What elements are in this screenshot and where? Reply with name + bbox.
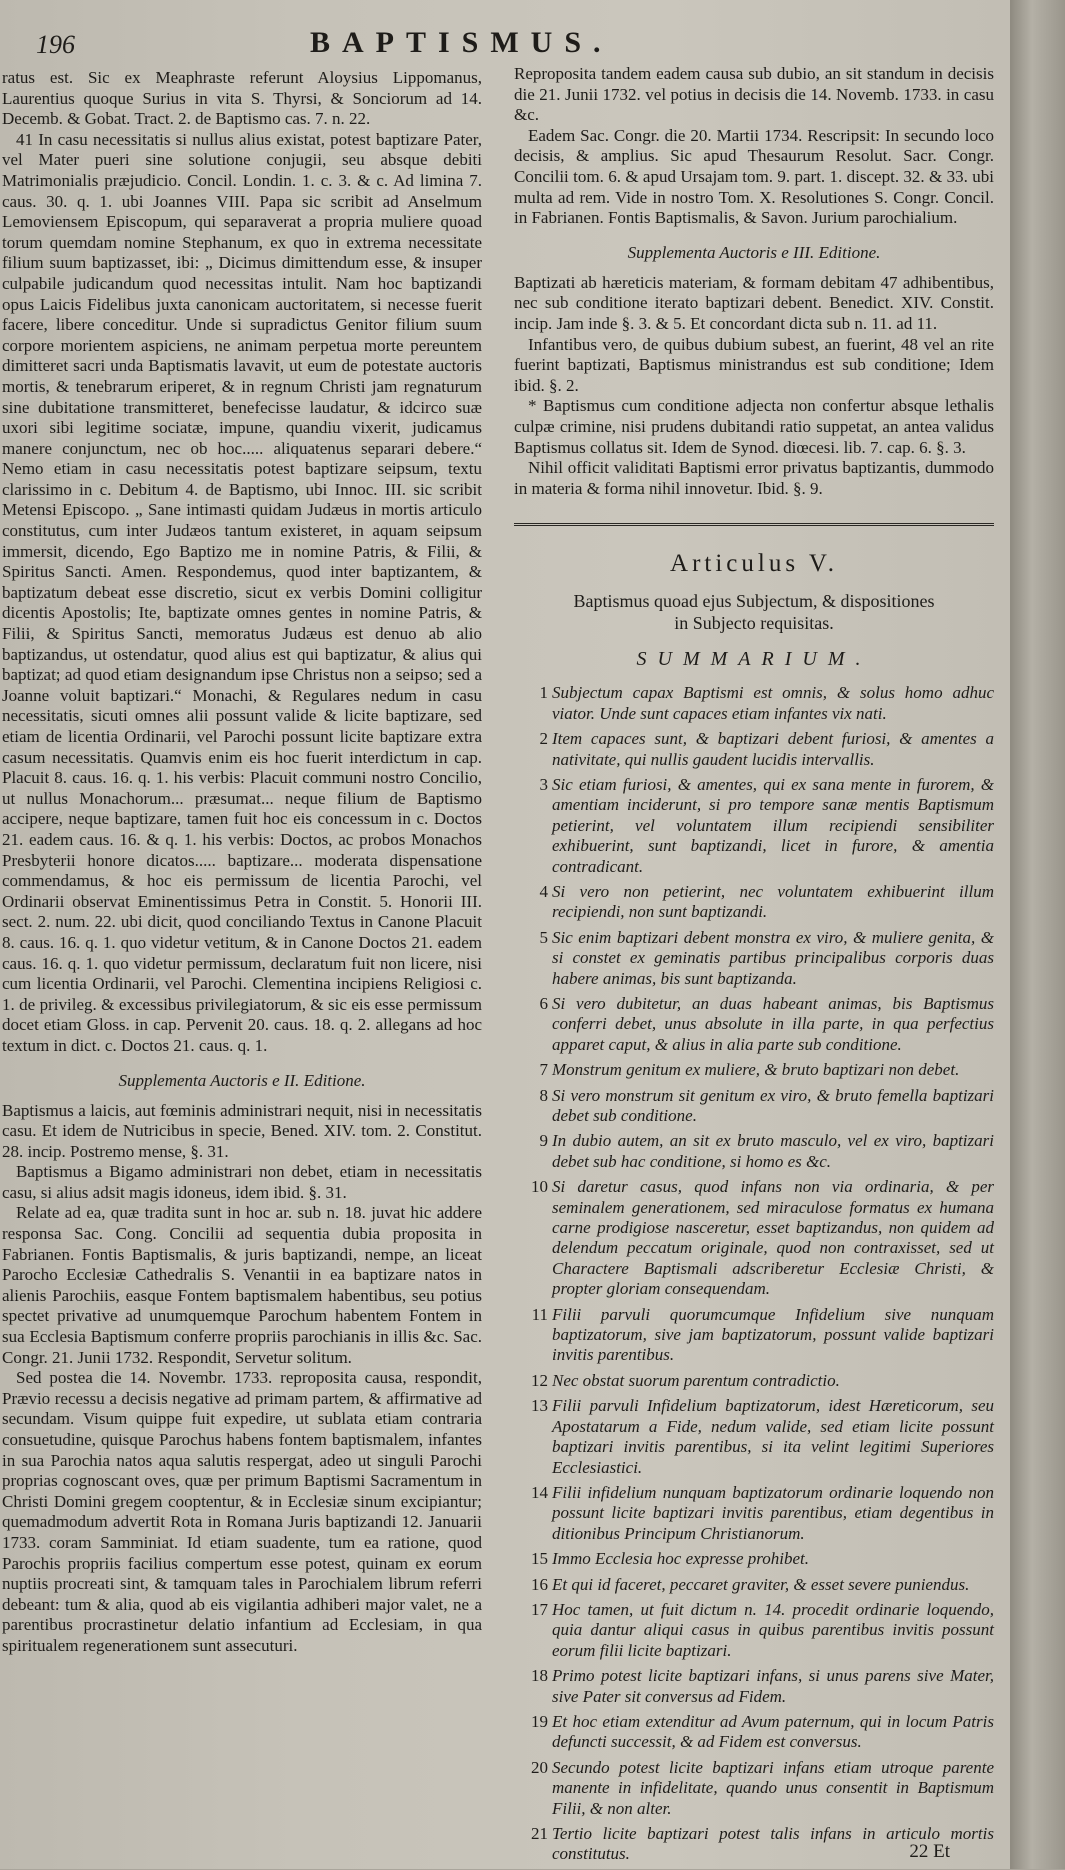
summary-item-text: Filii parvuli Infidelium baptizatorum, idest Hæreticorum, seu Apostatarum a Fide, nedum valide, sed etiam licite possunt baptizari invitis parentibus, si ita velint legitimi Superiores Ecclesiastici. [552,1396,994,1477]
summary-item [514,1371,994,1391]
summary-item-number: 15 [531,1549,548,1569]
summary-item-number: 7 [539,1060,548,1080]
summary-item-text: Tertio licite baptizari potest talis infans in articulo mortis constitutus. [552,1824,994,1864]
summary-item [514,1549,994,1569]
summary-item [514,928,994,989]
supplement-heading: Supplementa Auctoris e II. Editione. [118,1070,366,1090]
supplement-paragraph: Nihil officit validitati Baptismi error privatus baptizantis, dummodo in materia & forma nihil innovetur. Ibid. §. 9. [514,458,994,498]
summary-item [514,1060,994,1080]
summary-item-text: Subjectum capax Baptismi est omnis, & solus homo adhuc viator. Unde sunt capaces etiam infantes vix nati. [552,683,994,723]
summary-item-number: 13 [531,1396,548,1416]
summary-item-number: 11 [531,1304,548,1324]
summary-item-number: 2 [539,729,548,749]
summary-item-number: 9 [539,1131,548,1151]
summary-item-number: 5 [539,927,548,947]
next-page-edge [1010,0,1065,1869]
right-intro-paragraph: Reproposita tandem eadem causa sub dubio, an sit standum in decisis die 21. Junii 1732. vel potius in decisis die 14. Novemb. 1733. in casu &c. [514,64,994,125]
summary-item [514,1575,994,1595]
summary-item [514,1483,994,1544]
summary-item-text: Si vero monstrum sit genitum ex viro, & bruto femella baptizari debet sub conditione. [552,1085,994,1125]
summary-item-text: Si vero non petierint, nec voluntatem exhibuerint illum recipiendi, non sunt baptizandi. [552,881,994,922]
left-column [2,68,482,1657]
summary-item-text: Sic etiam furiosi, & amentes, qui ex sana mente in furorem, & amentiam inciderunt, si pro tempore sanæ mentis Baptismum petierint, vel voluntatem illum recipiendi sensibiliter exhibuerint, sunt baptizandi, licet in furore, & amentia contradicant. [552,774,994,876]
catchword: 22 Et [909,1841,950,1862]
supplement-paragraph: Baptizati ab hæreticis materiam, & formam debitam 47 adhibentibus, nec sub conditione iterato baptizari debent. Benedict. XIV. Constit. incip. Jam inde §. 3. & 5. Et concordant dicta sub n. 11. ad 11. [514,272,994,333]
summary-item-text: Hoc tamen, ut fuit dictum n. 14. procedit ordinarie loquendo, quia dantur aliqui casus in quibus parentibus invitis possunt eorum filii licite baptizari. [552,1599,994,1660]
summary-item-text: In dubio autem, an sit ex bruto masculo, vel ex viro, baptizari debet sub hac conditione, si homo es &c. [552,1131,994,1171]
summary-item-number: 14 [531,1482,548,1502]
summary-item-number: 16 [531,1574,548,1594]
supplement-paragraph: Baptismus a laicis, aut fœminis administrari nequit, nisi in necessitatis casu. Et idem de Nutricibus in specie, Bened. XIV. tom. 2. Constitut. 28. incip. Postremo mense, §. 31. [2,1100,482,1161]
summary-heading: SUMMARIUM. [636,648,872,671]
summary-item-number: 4 [539,881,548,901]
summary-item-number: 1 [539,683,548,703]
summary-item [514,1131,994,1172]
summary-item-number: 18 [531,1666,548,1686]
summary-item-text: Primo potest licite baptizari infans, si unus parens sive Mater, sive Pater sit conversus ad Fidem. [552,1666,994,1706]
left-paragraph: 41 In casu necessitatis si nullus alius existat, potest baptizare Pater, vel Mater pueri sine solutione conjugii, seu absque debiti Matrimonialis præjudicio. Concil. Londin. 1. c. 3. & c. Ad limina 7. caus. 30. q. 1. ubi Joannes VIII. Papa sic scribit ad Anselmum Lemoviensem Episcopum, qui separaverat a propria muliere quoad torum quemdam nomine Stephanum, ex quo in extrema necessitate filium suum baptizasset, ibi: „ Dicimus dimittendum esse, & insuper culpabile judicandum quod necessitas intulit. Nam hoc baptizandi opus Laicis Fidelibus juxta canonicam auctoritatem, si necesse fuerit facere, libere conceditur. Unde si supradictus Genitor filium suum corpore morientem aspiciens, ne animam perpetua morte pereuntem dimitteret sacri unda Baptismatis lavavit, ut eum de potestate auctoris mortis, & tenebrarum eriperet, & in regnum Christi jam regnaturum sine dubitatione transmitteret, benefecisse laudatur, & idcirco suæ uxori sibi legitime sociatæ, impune, quandiu vixerit, judicamus manere conjunctum, nec ob hoc..... aliquatenus separari debere.“ Nemo etiam in casu necessitatis potest baptizare seipsum, textu clarissimo in c. Debitum 4. de Baptismo, ubi Innoc. III. sic scribit Metensi Episcopo. „ Sane intimasti quidam Judæus in mortis articulo constitutus, cum inter Judæos tantum existeret, in aquam seipsum immersit, dicendo, Ego Baptizo me in nomine Patris, & Filii, & Spiritus Sancti. Amen. Respondemus, quod inter baptizantem, & baptizatum debeat esse discretio, sicut ex verbis Domini colligitur dicentis Apostolis; Ite, baptizate omnes gentes in nomine Patris, & Filii, & Spiritus Sancti, memoratus Judæus est denuo ab alio baptizandus, ut ostendatur, quod alius est qui baptizatur, & alius qui baptizat; ad quod etiam designandum ipse Christus non a seipso; sed a Joanne voluit baptizari.“ Monachi, & Regulares nedum in casu necessitatis, sicuti omnes alii possunt valide & licite baptizare, sed etiam de licentia Ordinarii, vel Parochi possunt licite baptizare extra casum necessitatis. Quamvis enim eis hoc fuerit interdictum in cap. Placuit 8. caus. 16. q. 1. his verbis: Placuit communi nostro Concilio, ut nullus Monachorum... præsumat... neque filium de Baptismo accipere, neque baptizare, tamen fuit hoc eis concessum in c. Doctos 21. eadem caus. 16. & q. 1. his verbis: Doctos, ac probos Monachos Presbyterii honore dicatos..... baptizare... moderata dispensatione commendamus, & hoc eis permissum de licentia Parochi, vel Ordinarii observat Eminentissimus Petra in Constit. 5. Honorii III. sect. 2. num. 22. ubi dicit, quod conciliando Textus in Canone Placuit 8. caus. 16. q. 1. quo videtur vetitum, & in Canone Doctos 21. eadem caus. 16. q. 1. quo videtur permissum, declaratum fuit non licere, nisi cum licentia Ordinarii, vel Parochi. Clementina incipiens Religiosi c. 1. de privileg. & excessibus privilegiatorum, & sic eis esse permissum docet etiam Gloss. in cap. Pervenit 20. caus. 18. q. 2. allegans ad hoc textum in dict. c. Doctos 21. caus. q. 1. [2,129,482,1055]
right-column [514,64,994,1870]
running-head: BAPTISMUS. [310,26,613,59]
summary-item [514,729,994,770]
summary-item-text: Et qui id faceret, peccaret graviter, & esset severe puniendus. [552,1574,970,1594]
summary-item-text: Secundo potest licite baptizari infans etiam utroque parente manente in infidelitate, quando unus consentit in Baptismum Filii, & non alter. [552,1757,994,1818]
summary-item [514,1177,994,1299]
summary-item-number: 6 [539,993,548,1013]
summary-item-text: Si vero dubitetur, an duas habeant animas, bis Baptismus conferri debet, unus absolute in illa parte, in qua perfectius apparet caput, & alius in alia parte sub conditione. [552,993,994,1054]
summary-item-text: Si daretur casus, quod infans non via ordinaria, & per seminalem generationem, sed miraculose formatus ex humana carne prodigiose nasceretur, esset baptizandus, non quidem ad delendum peccatum originale, quod non contraxisset, sed ut Charactere Baptismali adscriberetur Ecclesiæ Christi, & propter gloriam consequendam. [552,1177,994,1299]
supplement-heading: Supplementa Auctoris e III. Editione. [627,242,881,262]
article-subtitle [514,590,994,634]
summary-item-number: 3 [539,774,548,794]
summary-item-text: Immo Ecclesia hoc expresse prohibet. [552,1549,809,1569]
summary-item [514,1086,994,1127]
summary-item [514,1600,994,1661]
supplement-paragraph: Baptismus a Bigamo administrari non debet, etiam in necessitatis casu, si alius adsit magis idoneus, idem ibid. §. 31. [2,1162,482,1202]
summary-item-number: 12 [531,1370,548,1390]
summary-item-number: 17 [531,1599,548,1619]
summary-item-text: Filii infidelium nunquam baptizatorum ordinarie loquendo non possunt licite baptizari invitis parentibus, etiam degentibus in ditionibus Principum Christianorum. [552,1482,994,1543]
summary-item-text: Monstrum genitum ex muliere, & bruto baptizari non debet. [552,1060,960,1080]
right-intro-paragraph: Eadem Sac. Congr. die 20. Martii 1734. Rescripsit: In secundo loco decisis, & amplius. Sic apud Thesaurum Resolut. Sacr. Congr. Concilii tom. 6. & apud Ursajam tom. 9. part. 1. discept. 32. & 33. ubi multa ad rem. Vide in nostro Tom. X. Resolutiones S. Congr. Concil. in Fabrianen. Fontis Baptismalis, & Savon. Jurium parochialium. [514,125,994,228]
summary-item [514,994,994,1055]
summary-item [514,1666,994,1707]
summary-item-text: Filii parvuli quorumcumque Infidelium sive nunquam baptizatorum, sive jam baptizatorum, possunt valide baptizari invitis parentibus. [552,1304,994,1365]
summary-item-text: Et hoc etiam extenditur ad Avum paternum, qui in locum Patris defuncti successit, & ad Fidem est conversus. [552,1711,994,1752]
page-number: 196 [36,30,75,59]
summary-item [514,1712,994,1753]
article-subtitle-line: in Subjecto requisitas. [674,613,834,634]
supplement-paragraph: Relate ad ea, quæ tradita sunt in hoc ar. sub n. 18. juvat hic addere responsa Sac. Cong. Concilii ad sequentia dubia proposita in Fabrianen. Fontis Baptismalis, & juris baptizandi, nempe, an liceat Parocho Ecclesiæ Cathedralis S. Venantii in ea baptizare natos in alienis Parochiis, easque Fontem baptismalem habentibus, seu potius spectet privative ad unumquemque Parochum habentem Fontem in sua Ecclesia Baptismum conferre propriis parochianis in illis &c. Sac. Congr. 21. Junii 1732. Respondit, Servetur solitum. [2,1203,482,1367]
left-paragraph: ratus est. Sic ex Meaphraste referunt Aloysius Lippomanus, Laurentius quoque Surius in vita S. Thyrsi, & Sonciorum ad 14. Decemb. & Gobat. Tract. 2. de Baptismo cas. 7. n. 22. [2,68,482,129]
summary-item-number: 21 [531,1824,548,1843]
summary-item-number: 8 [539,1085,548,1105]
summary-list [514,683,994,1865]
supplement-paragraph: Infantibus vero, de quibus dubium subest, an fuerint, 48 vel an rite fuerint baptizati, Baptismus ministrandus est sub conditione; Idem ibid. §. 2. [514,334,994,395]
summary-item [514,775,994,877]
summary-item [514,1396,994,1478]
summary-item [514,1305,994,1366]
summary-item-text: Nec obstat suorum parentum contradictio. [552,1370,840,1390]
summary-item [514,683,994,724]
article-subtitle-line: Baptismus quoad ejus Subjectum, & dispositiones [573,591,935,612]
supplement-paragraph: Sed postea die 14. Novembr. 1733. reproposita causa, respondit, Prævio recessu a decisis negative ad primam partem, & affirmative ad secundam. Visum quippe fuit expedire, ut sublata etiam contraria consuetudine, quisque Parochus habens fontem baptismalem, infantes in sua Parochia natos aqua salutis respergat, adeo ut singuli Parochi proprias cognoscant oves, quæ per primum Baptismi Sacramentum in Christi Domini gregem cooptentur, & in Ecclesiæ sinum excipiantur; quemadmodum advertit Rota in Romana Juris baptizandi 12. Januarii 1733. coram Samminiat. Id etiam suadente, tum ea ratione, quod Parochis propriis facilius compertum esse potest, quinam ex eorum nuptiis procreati sint, & tamquam tales in Parochialem librum referri debeant: tum & alia, quod ab eis vigilantia adhiberi major valet, ne a parentibus procrastinetur delatio infantium ad Ecclesiam, in qua spiritualem regenerationem sunt assecuturi. [2,1368,482,1655]
summary-item-number: 19 [531,1711,548,1731]
summary-item-number: 10 [531,1177,548,1197]
summary-item-text: Item capaces sunt, & baptizari debent furiosi, & amentes a nativitate, qui nullis gaudent lucidis intervallis. [552,729,994,769]
article-title: Articulus V. [670,550,838,578]
summary-item-number: 20 [531,1757,548,1777]
summary-item [514,1758,994,1819]
section-divider [514,523,994,526]
summary-item [514,882,994,923]
summary-item-text: Sic enim baptizari debent monstra ex viro, & muliere genita, & si constet ex geminatis partibus principalibus corporis duas habere animas, bis sunt baptizanda. [552,927,994,988]
supplement-paragraph: * Baptismus cum conditione adjecta non confertur absque lethalis culpæ crimine, nisi prudens dubitandi ratio suppetat, an antea validus Baptismus collatus sit. Idem de Synod. diœcesi. lib. 7. cap. 6. §. 3. [514,396,994,457]
